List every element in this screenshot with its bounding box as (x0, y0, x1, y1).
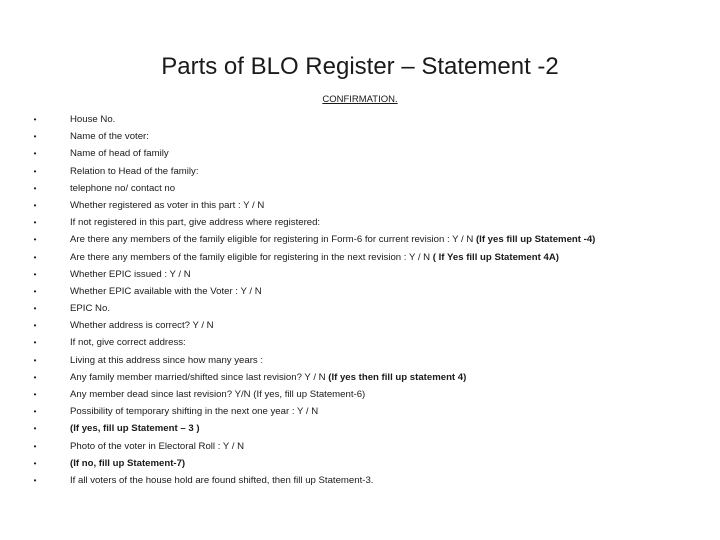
list-item-text: Whether registered as voter in this part : Y / N (70, 199, 265, 211)
bullet-icon: • (33, 475, 37, 485)
list-item-text: (If no, fill up Statement-7) (70, 457, 186, 469)
bullet-icon: • (33, 355, 37, 365)
list-item-text: Whether address is correct? Y / N (70, 320, 214, 332)
bullet-icon: • (33, 338, 37, 348)
list-item-text: Possibility of temporary shifting in the next one year : Y / N (70, 406, 319, 418)
list-item-text: Are there any members of the family eligible for registering in Form-6 for current revision : Y / N (If yes fill up Statement -4) (70, 234, 596, 246)
bullet-icon: • (33, 115, 37, 124)
list-item-text: If all voters of the house hold are found shifted, then fill up Statement-3. (70, 474, 374, 486)
list-item-text: Any family member married/shifted since last revision? Y / N (If yes then fill up statement 4) (70, 371, 467, 383)
bullet-icon: • (33, 458, 37, 468)
list-item-text: telephone no/ contact no (70, 182, 176, 194)
list-item-text: Name of head of family (70, 148, 169, 160)
bullet-icon: • (33, 407, 37, 417)
bullet-icon: • (33, 166, 37, 176)
list-item-text: Whether EPIC available with the Voter : Y / N (70, 285, 262, 297)
list-item-text: Are there any members of the family eligible for registering in the next revision : Y / N ( If Yes fill up Statement 4A) (70, 251, 559, 263)
list-item-text: Photo of the voter in Electoral Roll : Y / N (70, 440, 245, 452)
list-item-text: Relation to Head of the family: (70, 165, 199, 177)
bullet-icon: • (33, 269, 37, 279)
bullet-icon: • (33, 218, 37, 228)
bullet-icon: • (33, 252, 37, 262)
bullet-icon: • (33, 183, 37, 193)
list-item-text: House No. (70, 114, 116, 125)
bullet-icon: • (33, 200, 37, 210)
bullet-icon: • (33, 441, 37, 451)
bullet-icon: • (33, 149, 37, 159)
bullet-icon: • (33, 132, 37, 142)
list-item-text: (If yes, fill up Statement – 3 ) (70, 423, 200, 435)
list-item-text: Name of the voter: (70, 131, 149, 143)
list-item-text: Whether EPIC issued : Y / N (70, 268, 191, 280)
list-item-text: If not registered in this part, give address where registered: (70, 217, 321, 229)
bullet-icon: • (33, 390, 37, 399)
bullet-icon: • (33, 321, 37, 331)
list-item-text: Living at this address since how many years : (70, 354, 264, 366)
bullet-icon: • (33, 286, 37, 296)
bullet-icon: • (33, 424, 37, 434)
slide-title: Parts of BLO Register – Statement -2 (161, 53, 559, 80)
slide-subtitle: CONFIRMATION. (322, 94, 398, 105)
list-item-text: EPIC No. (70, 303, 110, 315)
bullet-icon: • (33, 304, 37, 314)
bullet-icon: • (33, 372, 37, 382)
bullet-icon: • (33, 235, 37, 245)
list-item-text: If not, give correct address: (70, 337, 186, 349)
list-item-text: Any member dead since last revision? Y/N (If yes, fill up Statement-6) (70, 389, 366, 400)
